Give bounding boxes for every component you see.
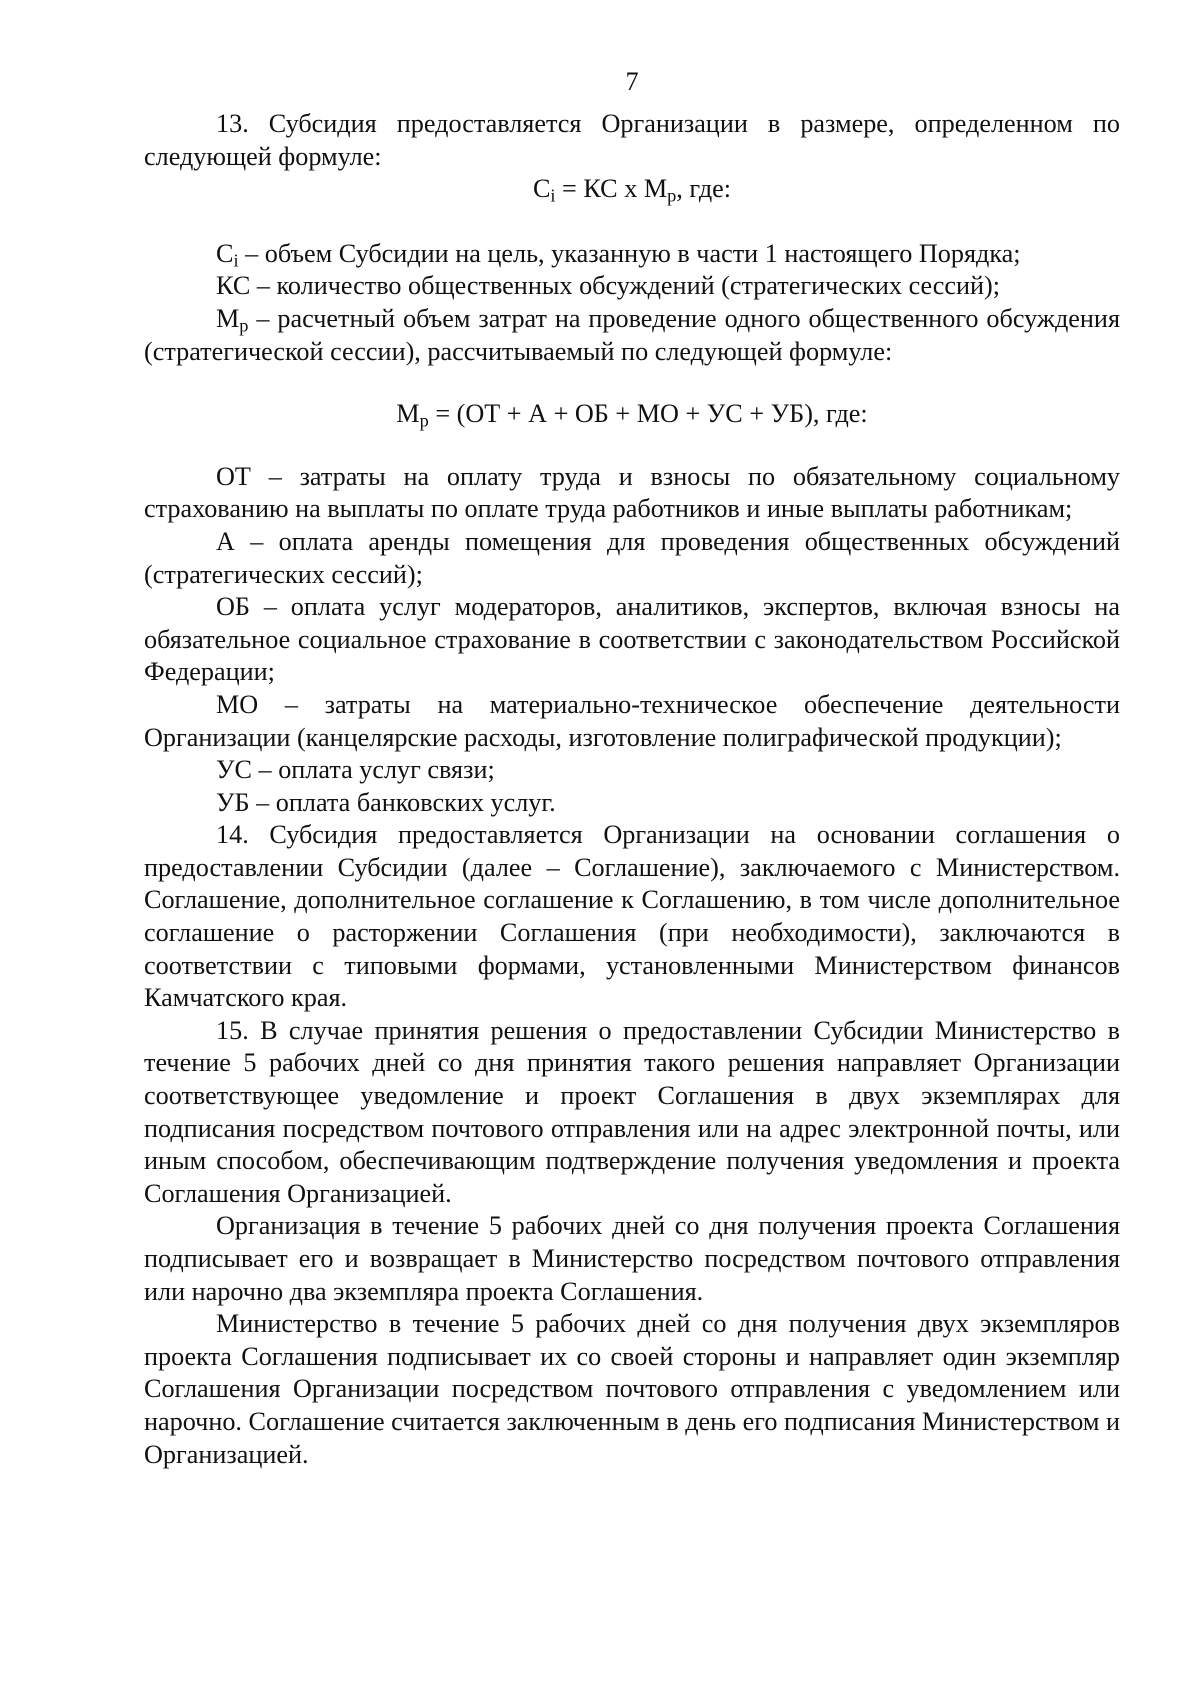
formula-cost-lhs-sub: р [419,410,429,431]
definition-ks [144,270,1120,303]
definition-ot: ОТ – затраты на оплату труда и взносы по обязательному социальному страхованию на выплаты по оплате труда работников и иные выплаты работникам; [144,461,1120,524]
formula-subsidy [144,173,1120,206]
formula-subsidy-tail: , где: [676,174,732,204]
definition-ci-sub: i [233,250,239,271]
definition-ub: УБ – оплата банковских услуг. [216,787,556,817]
formula-subsidy-mid-sub: р [667,185,677,206]
definition-us: УС – оплата услуг связи; [216,755,495,785]
paragraph-14: 14. Субсидия предоставляется Организации на основании соглашения о предоставлении Субсидии (далее – Соглашение), заключаемого с Министерством. Соглашение, дополнительное соглашение к Соглашению, в том числе дополнительное соглашение о расторжении Соглашения (при необходимости), заключаются в соответствии с типовыми формами, установленными Министерством финансов Камчатского края. [144,820,1120,1013]
definition-ci [144,238,1120,271]
definition-mo: МО – затраты на материально-техническое обеспечение деятельности Организации (канцелярские расходы, изготовление полиграфической продукции); [144,689,1120,752]
definition-mp [144,303,1120,368]
definition-mp-sub: р [239,315,249,336]
paragraph-13: 13. Субсидия предоставляется Организации в размере, определенном по следующей формуле: [144,109,1120,171]
paragraph-15: 15. В случае принятия решения о предоставлении Субсидии Министерство в течение 5 рабочих дней со дня принятия такого решения направляет Организации соответствующее уведомление и проект Соглашения в двух экземплярах для подписания посредством почтового отправления или на адрес электронной почты, или иным способом, обеспечивающим подтверждение получения уведомления и проекта Соглашения Организацией. [144,1015,1120,1208]
definition-ks-text: – количество общественных обсуждений (стратегических сессий); [250,271,1001,301]
formula-cost [144,398,1120,431]
formula-subsidy-mid: = КС х М [555,174,668,204]
definition-mp-text: – расчетный объем затрат на проведение одного общественного обсуждения (стратегической сессии), рассчитываемый по следующей формуле: [144,303,1120,366]
paragraph-ministry-signs: Министерство в течение 5 рабочих дней со дня получения двух экземпляров проекта Соглашения подписывает их со своей стороны и направляет один экземпляр Соглашения Организации посредством почтового отправления с уведомлением или нарочно. Соглашение считается заключенным в день его подписания Министерством и Организацией. [144,1309,1121,1469]
definition-ci-text: – объем Субсидии на цель, указанную в части 1 настоящего Порядка; [238,238,1021,268]
formula-subsidy-lhs-sub: i [550,185,556,206]
definition-ob: ОБ – оплата услуг модераторов, аналитиков, экспертов, включая взносы на обязательное социальное страхование в соответствии с законодательством Российской Федерации; [144,592,1120,687]
formula-cost-lhs: М [396,399,420,429]
page-number: 7 [625,67,639,96]
formula-cost-tail: = (ОТ + А + ОБ + МО + УС + УБ), где: [428,399,868,429]
definition-a: А – оплата аренды помещения для проведения общественных обсуждений (стратегических сессий); [144,526,1120,589]
definition-ks-symbol: КС [216,271,251,301]
definition-ci-symbol: C [216,238,234,268]
formula-subsidy-lhs: C [532,174,551,204]
paragraph-organization-signs: Организация в течение 5 рабочих дней со дня получения проекта Соглашения подписывает его и возвращает в Министерство посредством почтового отправления или нарочно два экземпляра проекта Соглашения. [144,1211,1120,1306]
definition-mp-symbol: М [216,303,240,333]
